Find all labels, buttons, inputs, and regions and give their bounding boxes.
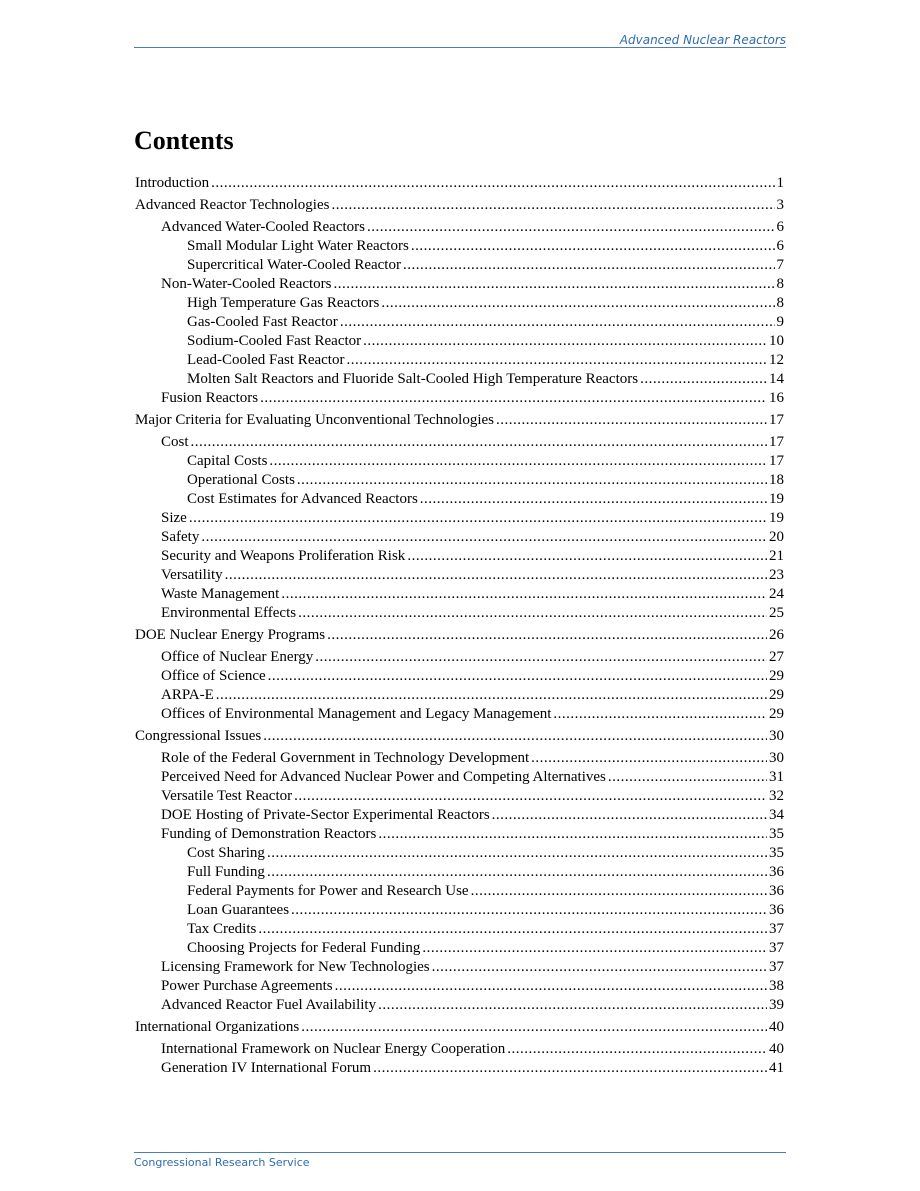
toc-entry-title: Versatile Test Reactor [161,788,293,804]
toc-entry-page: 37 [769,940,784,956]
toc-leader-dots [191,433,767,452]
toc-entry[interactable] [135,332,784,351]
toc-leader-dots [269,452,767,471]
toc-leader-dots [315,648,767,667]
toc-entry-page: 41 [769,1060,784,1076]
toc-entry[interactable] [135,471,784,490]
toc-entry[interactable] [135,196,784,215]
running-header: Advanced Nuclear Reactors [619,33,786,47]
toc-entry-title: Office of Science [161,668,266,684]
toc-entry[interactable] [135,433,784,452]
toc-entry-title: Cost [161,434,189,450]
toc-entry[interactable] [135,806,784,825]
toc-entry-title: Choosing Projects for Federal Funding [187,940,421,956]
toc-entry-page: 9 [776,314,784,330]
toc-leader-dots [378,996,767,1015]
toc-leader-dots [553,705,767,724]
toc-entry-title: Office of Nuclear Energy [161,649,314,665]
toc-entry-title: DOE Nuclear Energy Programs [135,627,326,643]
toc-entry-page: 37 [769,959,784,975]
toc-entry-title: Major Criteria for Evaluating Unconventional Technologies [135,412,494,428]
toc-entry-title: Tax Credits [187,921,257,937]
toc-entry-title: Offices of Environmental Management and Legacy Management [161,706,552,722]
toc-entry-page: 31 [769,769,784,785]
toc-entry-page: 36 [769,883,784,899]
toc-leader-dots [378,825,767,844]
toc-entry-page: 19 [769,491,784,507]
toc-entry-page: 8 [776,276,784,292]
toc-entry[interactable] [135,547,784,566]
toc-entry-page: 30 [769,728,784,744]
toc-entry[interactable] [135,920,784,939]
toc-entry-title: Licensing Framework for New Technologies [161,959,430,975]
toc-entry[interactable] [135,218,784,237]
toc-leader-dots [334,275,775,294]
toc-leader-dots [268,667,767,686]
toc-leader-dots [432,958,767,977]
footer-rule [134,1152,786,1153]
toc-entry-page: 18 [769,472,784,488]
toc-leader-dots [367,218,775,237]
toc-entry-title: Non-Water-Cooled Reactors [161,276,332,292]
toc-entry[interactable] [135,566,784,585]
toc-entry[interactable] [135,256,784,275]
toc-entry-page: 14 [769,371,784,387]
toc-entry-page: 21 [769,548,784,564]
toc-entry[interactable] [135,1018,784,1037]
toc-entry-title: Power Purchase Agreements [161,978,333,994]
toc-entry-page: 6 [776,219,784,235]
toc-entry-title: Introduction [135,175,210,191]
toc-entry-page: 19 [769,510,784,526]
toc-leader-dots [294,787,767,806]
toc-entry-page: 16 [769,390,784,406]
toc-leader-dots [211,174,774,193]
toc-leader-dots [281,585,767,604]
toc-entry-title: High Temperature Gas Reactors [187,295,380,311]
toc-leader-dots [381,294,774,313]
toc-leader-dots [407,547,767,566]
toc-entry-title: Supercritical Water-Cooled Reactor [187,257,401,273]
toc-entry[interactable] [135,626,784,645]
toc-entry[interactable] [135,411,784,430]
toc-leader-dots [346,351,767,370]
toc-entry-title: Advanced Reactor Technologies [135,197,330,213]
toc-entry[interactable] [135,452,784,471]
toc-leader-dots [297,471,767,490]
toc-entry[interactable] [135,787,784,806]
toc-entry-page: 27 [769,649,784,665]
toc-entry-page: 17 [769,453,784,469]
toc-entry[interactable] [135,686,784,705]
toc-leader-dots [258,920,767,939]
toc-leader-dots [216,686,767,705]
toc-entry-title: Sodium-Cooled Fast Reactor [187,333,362,349]
toc-entry[interactable] [135,939,784,958]
toc-entry-page: 3 [776,197,784,213]
toc-entry[interactable] [135,977,784,996]
toc-entry-title: Environmental Effects [161,605,297,621]
toc-entry-title: DOE Hosting of Private-Sector Experimental Reactors [161,807,490,823]
toc-entry-page: 40 [769,1019,784,1035]
toc-entry[interactable] [135,749,784,768]
toc-entry[interactable] [135,389,784,408]
toc-entry-title: Waste Management [161,586,280,602]
toc-leader-dots [507,1040,767,1059]
toc-leader-dots [492,806,767,825]
toc-entry-page: 32 [769,788,784,804]
toc-leader-dots [640,370,767,389]
toc-entry-title: International Organizations [135,1019,300,1035]
toc-entry-title: Federal Payments for Power and Research Use [187,883,469,899]
toc-entry[interactable] [135,490,784,509]
toc-entry-title: Versatility [161,567,223,583]
toc-entry-title: Cost Sharing [187,845,265,861]
toc-entry-page: 25 [769,605,784,621]
toc-entry-title: Fusion Reactors [161,390,259,406]
toc-entry[interactable] [135,901,784,920]
toc-leader-dots [420,490,767,509]
toc-entry[interactable] [135,294,784,313]
toc-entry[interactable] [135,1040,784,1059]
toc-entry-title: Perceived Need for Advanced Nuclear Power and Competing Alternatives [161,769,606,785]
toc-entry[interactable] [135,768,784,787]
toc-entry-page: 10 [769,333,784,349]
toc-entry-page: 1 [776,175,784,191]
toc-leader-dots [340,313,775,332]
toc-entry-page: 35 [769,845,784,861]
toc-entry-title: Size [161,510,187,526]
toc-entry-title: Gas-Cooled Fast Reactor [187,314,338,330]
toc-leader-dots [331,196,774,215]
toc-entry[interactable] [135,1059,784,1078]
toc-entry[interactable] [135,825,784,844]
toc-entry[interactable] [135,370,784,389]
toc-entry-title: Loan Guarantees [187,902,290,918]
toc-entry-page: 29 [769,706,784,722]
toc-leader-dots [201,528,767,547]
toc-entry-title: Funding of Demonstration Reactors [161,826,377,842]
toc-entry[interactable] [135,509,784,528]
toc-entry-title: ARPA-E [161,687,214,703]
toc-entry-title: Capital Costs [187,453,268,469]
toc-leader-dots [363,332,767,351]
toc-entry-page: 17 [769,434,784,450]
toc-entry[interactable] [135,585,784,604]
toc-entry-title: Cost Estimates for Advanced Reactors [187,491,418,507]
toc-entry[interactable] [135,996,784,1015]
toc-leader-dots [301,1018,767,1037]
toc-entry-page: 6 [776,238,784,254]
toc-leader-dots [267,863,767,882]
toc-entry-page: 36 [769,864,784,880]
page-title: Contents [134,126,234,155]
toc-entry[interactable] [135,667,784,686]
toc-entry-page: 35 [769,826,784,842]
toc-entry-title: Security and Weapons Proliferation Risk [161,548,406,564]
toc-entry[interactable] [135,863,784,882]
toc-leader-dots [373,1059,767,1078]
toc-entry-title: Safety [161,529,200,545]
toc-entry[interactable] [135,727,784,746]
toc-leader-dots [496,411,767,430]
toc-entry-title: Small Modular Light Water Reactors [187,238,409,254]
toc-leader-dots [291,901,767,920]
toc-entry-title: Advanced Water-Cooled Reactors [161,219,365,235]
toc-entry-title: International Framework on Nuclear Energy Cooperation [161,1041,506,1057]
toc-entry-page: 29 [769,668,784,684]
toc-entry-page: 17 [769,412,784,428]
toc-entry[interactable] [135,604,784,623]
toc-entry-title: Molten Salt Reactors and Fluoride Salt-Cooled High Temperature Reactors [187,371,639,387]
toc-entry-title: Operational Costs [187,472,295,488]
toc-leader-dots [298,604,767,623]
toc-entry[interactable] [135,313,784,332]
toc-leader-dots [260,389,767,408]
toc-leader-dots [422,939,767,958]
toc-entry-page: 39 [769,997,784,1013]
toc-leader-dots [608,768,767,787]
toc-entry[interactable] [135,237,784,256]
toc-entry-page: 30 [769,750,784,766]
header-rule [134,47,786,48]
toc-entry-page: 23 [769,567,784,583]
toc-leader-dots [189,509,767,528]
toc-entry[interactable] [135,528,784,547]
toc-entry[interactable] [135,648,784,667]
toc-entry-title: Generation IV International Forum [161,1060,372,1076]
toc-leader-dots [327,626,767,645]
toc-entry-page: 40 [769,1041,784,1057]
toc-entry[interactable] [135,958,784,977]
toc-entry-title: Full Funding [187,864,265,880]
toc-entry[interactable] [135,351,784,370]
toc-entry-page: 29 [769,687,784,703]
toc-entry-page: 36 [769,902,784,918]
toc-entry[interactable] [135,882,784,901]
toc-entry[interactable] [135,174,784,193]
toc-entry-page: 24 [769,586,784,602]
toc-entry-page: 8 [776,295,784,311]
running-footer: Congressional Research Service [134,1156,310,1169]
toc-entry-page: 37 [769,921,784,937]
toc-entry[interactable] [135,705,784,724]
toc-leader-dots [335,977,767,996]
table-of-contents [135,174,784,1078]
toc-entry[interactable] [135,844,784,863]
toc-entry-page: 34 [769,807,784,823]
toc-entry-page: 7 [776,257,784,273]
toc-entry[interactable] [135,275,784,294]
toc-entry-page: 38 [769,978,784,994]
toc-leader-dots [267,844,767,863]
toc-leader-dots [225,566,767,585]
toc-entry-page: 26 [769,627,784,643]
toc-entry-title: Lead-Cooled Fast Reactor [187,352,345,368]
toc-leader-dots [403,256,775,275]
toc-leader-dots [411,237,775,256]
toc-entry-title: Role of the Federal Government in Technology Development [161,750,530,766]
toc-entry-title: Advanced Reactor Fuel Availability [161,997,377,1013]
toc-leader-dots [531,749,767,768]
toc-entry-page: 20 [769,529,784,545]
toc-leader-dots [471,882,767,901]
toc-leader-dots [263,727,767,746]
toc-entry-page: 12 [769,352,784,368]
toc-entry-title: Congressional Issues [135,728,262,744]
